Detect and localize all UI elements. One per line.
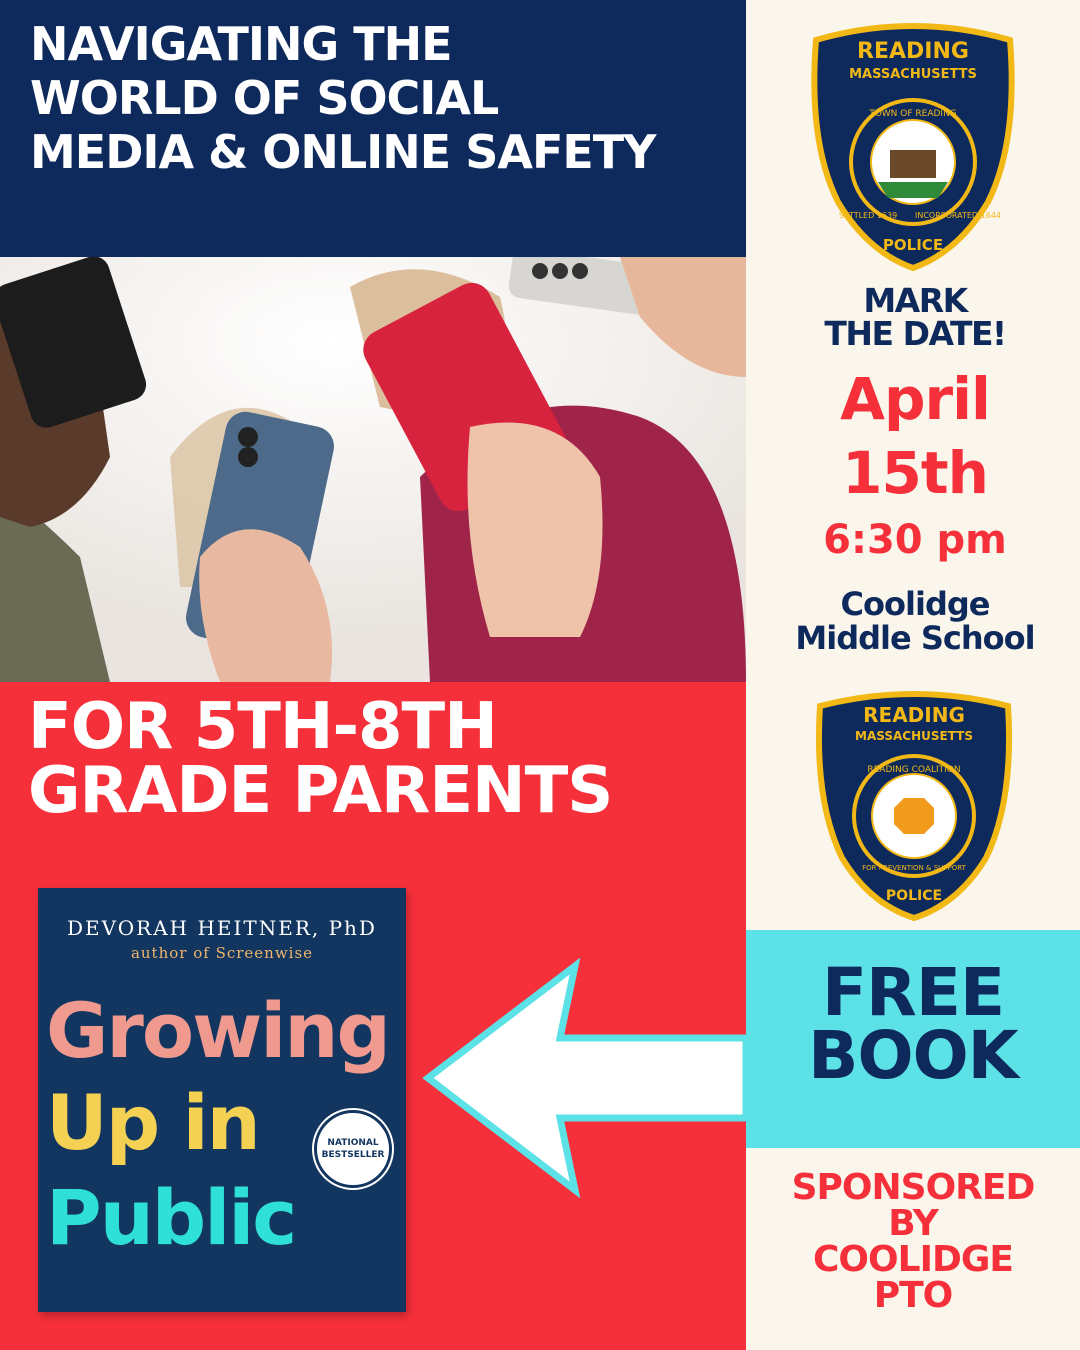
book-title-line: Growing (46, 986, 389, 1075)
badge-ring-top: TOWN OF READING (869, 109, 957, 119)
title-line: MEDIA & ONLINE SAFETY (30, 124, 656, 179)
badge-bottom-text: POLICE (882, 236, 944, 254)
event-day: 15th (842, 439, 988, 507)
location-line: Coolidge (840, 585, 990, 623)
book-subtitle: author of Screenwise (130, 944, 314, 962)
event-location (770, 585, 1060, 657)
book-cover (38, 888, 406, 1312)
audience-heading (28, 690, 748, 828)
sponsor-line: BY (888, 1203, 938, 1244)
book-title-line: Public (46, 1173, 296, 1262)
event-month: April (840, 365, 990, 433)
badge-ring-bottom: FOR PREVENTION & SUPPORT (862, 864, 966, 872)
book-author: DEVORAH HEITNER, PhD (67, 916, 377, 940)
phones-photo (0, 257, 746, 682)
sponsor-line: COOLIDGE (813, 1239, 1013, 1280)
sponsor-line: SPONSORED (791, 1167, 1035, 1208)
mark-line: MARK (863, 281, 967, 320)
title-line: NAVIGATING THE (30, 17, 452, 71)
coalition-badge-icon (814, 690, 1014, 922)
sponsor-line: PTO (873, 1275, 953, 1316)
location-line: Middle School (795, 618, 1035, 657)
badge-top-text: READING (863, 703, 965, 727)
mark-date-heading (790, 281, 1040, 353)
arrow-icon (420, 958, 750, 1198)
sponsor-text (760, 1167, 1066, 1316)
bestseller-seal (314, 1110, 392, 1188)
free-line: FREE (821, 954, 1005, 1031)
badge-ring-right: INCORPORATED 1644 (915, 211, 1001, 220)
free-line: BOOK (808, 1016, 1018, 1094)
mark-line: THE DATE! (824, 314, 1006, 353)
phones-illustration (0, 257, 746, 682)
badge-top-text: READING (857, 39, 969, 64)
seal-line: BESTSELLER (321, 1150, 385, 1160)
badge-ring-top: READING COALITION (867, 765, 961, 775)
book-title-line: Up in (46, 1078, 259, 1167)
free-book-text (746, 954, 1080, 1094)
title-line: WORLD OF SOCIAL (30, 70, 499, 125)
event-time: 6:30 pm (823, 517, 1007, 563)
event-title (30, 18, 730, 179)
seal-line: NATIONAL (327, 1138, 379, 1148)
badge-ring-left: SETTLED 1639 (838, 211, 898, 220)
badge-arc-text: MASSACHUSETTS (849, 67, 977, 82)
police-badge-icon (808, 22, 1018, 272)
audience-line: GRADE PARENTS (28, 754, 613, 828)
badge-bottom-text: POLICE (885, 888, 943, 904)
audience-line: FOR 5TH-8TH (28, 690, 497, 764)
badge-arc-text: MASSACHUSETTS (855, 729, 973, 743)
